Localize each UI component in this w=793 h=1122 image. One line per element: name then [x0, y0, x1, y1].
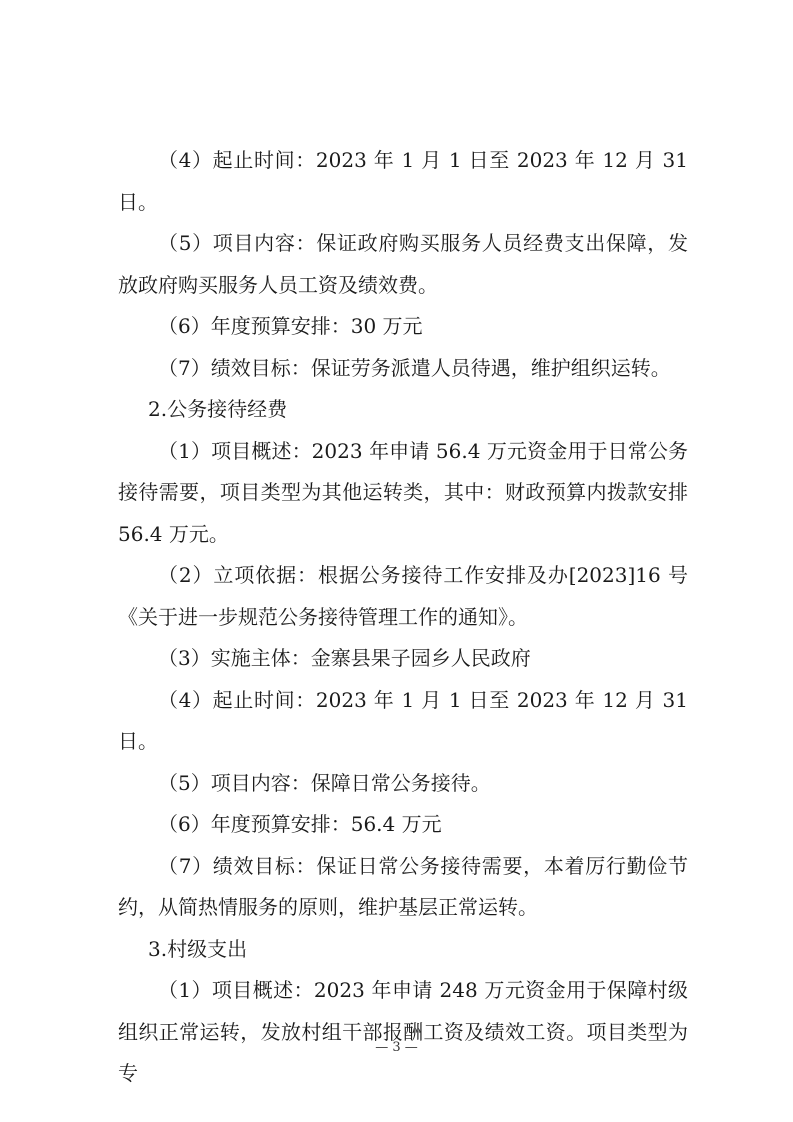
paragraph-overview: （1）项目概述：2023 年申请 248 万元资金用于保障村级组织正常运转，发放村组干部报酬工资及绩效工资。项目类型为专 — [118, 978, 688, 1085]
paragraph-basis: （2）立项依据：根据公务接待工作安排及办[2023]16 号《关于进一步规范公务接待管理工作的通知》。 — [118, 563, 688, 629]
paragraph-duration: （4）起止时间：2023 年 1 月 1 日至 2023 年 12 月 31 日。 — [118, 687, 688, 753]
section-heading-reception: 2.公务接待经费 — [148, 397, 288, 421]
paragraph-target: （7）绩效目标：保证日常公务接待需要，本着厉行勤俭节约，从简热情服务的原则，维护基层正常运转。 — [118, 853, 688, 919]
page-number: — 3 — — [375, 1040, 418, 1055]
paragraph-overview: （1）项目概述：2023 年申请 56.4 万元资金用于日常公务接待需要，项目类型为其他运转类，其中：财政预算内拨款安排 56.4 万元。 — [118, 438, 688, 546]
paragraph-duration: （4）起止时间：2023 年 1 月 1 日至 2023 年 12 月 31 日。 — [118, 148, 688, 214]
paragraph-implementer: （3）实施主体：金寨县果子园乡人民政府 — [158, 646, 531, 670]
paragraph-budget: （6）年度预算安排：30 万元 — [158, 314, 423, 338]
paragraph-target: （7）绩效目标：保证劳务派遣人员待遇，维护组织运转。 — [158, 355, 671, 380]
section-heading-village: 3.村级支出 — [148, 936, 248, 961]
paragraph-content: （5）项目内容：保证政府购买服务人员经费支出保障，发放政府购买服务人员工资及绩效费。 — [118, 231, 688, 297]
paragraph-budget: （6）年度预算安排：56.4 万元 — [158, 812, 442, 836]
paragraph-content: （5）项目内容：保障日常公务接待。 — [158, 770, 491, 795]
body-text — [118, 140, 688, 1095]
